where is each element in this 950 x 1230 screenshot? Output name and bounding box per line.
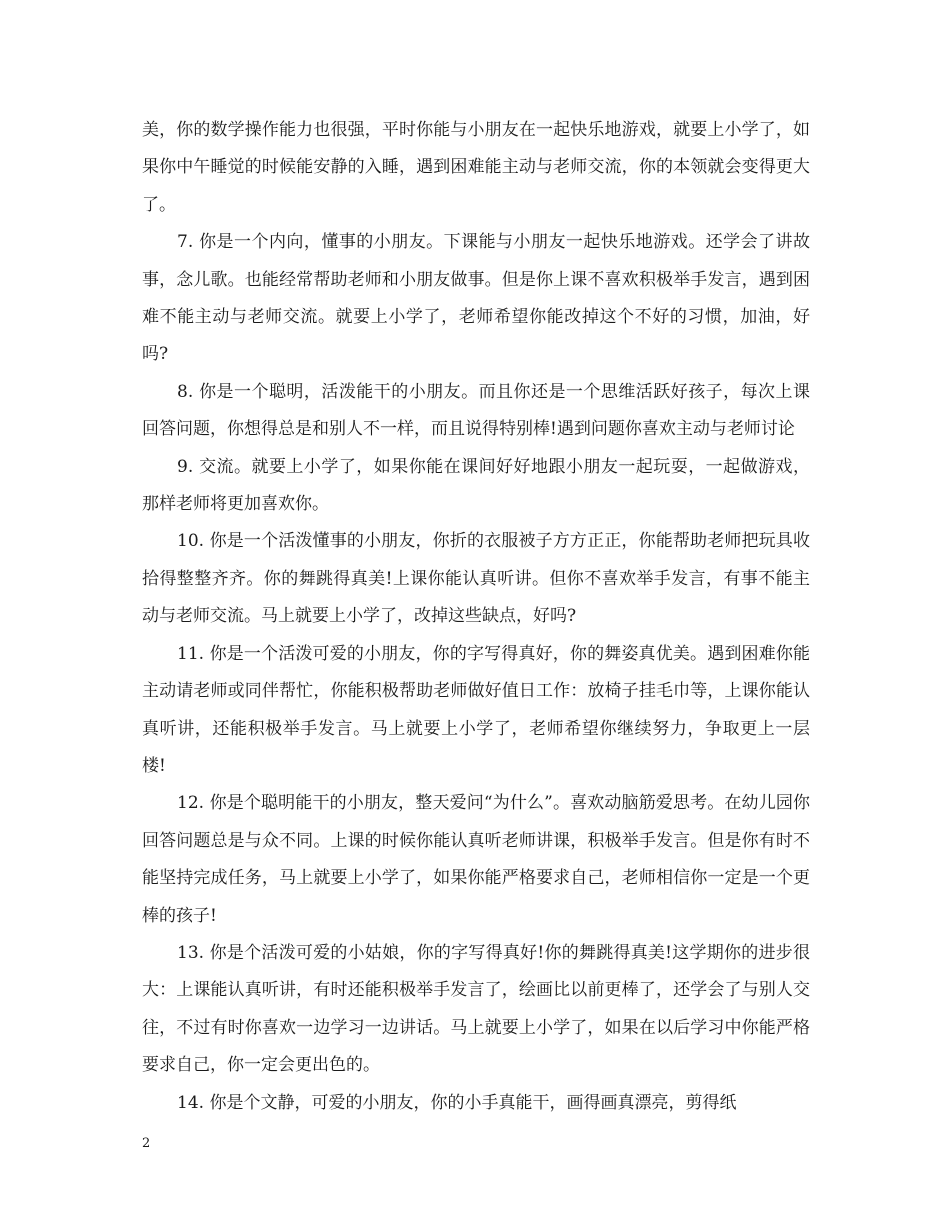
paragraph-item-13: 13. 你是个活泼可爱的小姑娘，你的字写得真好!你的舞跳得真美!这学期你的进步很大：上课能认真听讲，有时还能积极举手发言了，绘画比以前更棒了，还学会了与别人交往，不过有时你喜欢一边学习一边讲话。马上就要上小学了，如果在以后学习中你能严格要求自己，你一定会更出色的。: [142, 942, 810, 1076]
paragraph-item-7: 7. 你是一个内向，懂事的小朋友。下课能与小朋友一起快乐地游戏。还学会了讲故事，念儿歌。也能经常帮助老师和小朋友做事。但是你上课不喜欢积极举手发言，遇到困难不能主动与老师交流。就要上小学了，老师希望你能改掉这个不好的习惯，加油，好吗?: [142, 232, 810, 365]
page-number: 2: [142, 1136, 151, 1151]
paragraph-item-11: 11. 你是一个活泼可爱的小朋友，你的字写得真好，你的舞姿真优美。遇到困难你能主动请老师或同伴帮忙，你能积极帮助老师做好值日工作：放椅子挂毛巾等，上课你能认真听讲，还能积极举手发言。马上就要上小学了，老师希望你继续努力，争取更上一层楼!: [142, 643, 810, 776]
paragraph-item-12: 12. 你是个聪明能干的小朋友，整天爱问“为什么”。喜欢动脑筋爱思考。在幼儿园你回答问题总是与众不同。上课的时候你能认真听老师讲课，积极举手发言。但是你有时不能坚持完成任务，马上就要上小学了，如果你能严格要求自己，老师相信你一定是一个更棒的孩子!: [142, 793, 810, 926]
paragraph-continuation: 美，你的数学操作能力也很强，平时你能与小朋友在一起快乐地游戏，就要上小学了，如果你中午睡觉的时候能安静的入睡，遇到困难能主动与老师交流，你的本领就会变得更大了。: [142, 120, 810, 215]
paragraph-item-14: 14. 你是个文静，可爱的小朋友，你的小手真能干，画得画真漂亮，剪得纸: [177, 1092, 737, 1113]
paragraph-item-10: 10. 你是一个活泼懂事的小朋友，你折的衣服被子方方正正，你能帮助老师把玩具收拾得整整齐齐。你的舞跳得真美!上课你能认真听讲。但你不喜欢举手发言，有事不能主动与老师交流。马上就要上小学了，改掉这些缺点，好吗?: [142, 531, 810, 627]
document-body: [142, 112, 810, 1122]
paragraph-item-9: 9. 交流。就要上小学了，如果你能在课间好好地跟小朋友一起玩耍，一起做游戏，那样老师将更加喜欢你。: [142, 456, 810, 515]
paragraph-item-8: 8. 你是一个聪明，活泼能干的小朋友。而且你还是一个思维活跃好孩子，每次上课回答问题，你想得总是和别人不一样，而且说得特别棒!遇到问题你喜欢主动与老师讨论: [142, 381, 810, 440]
